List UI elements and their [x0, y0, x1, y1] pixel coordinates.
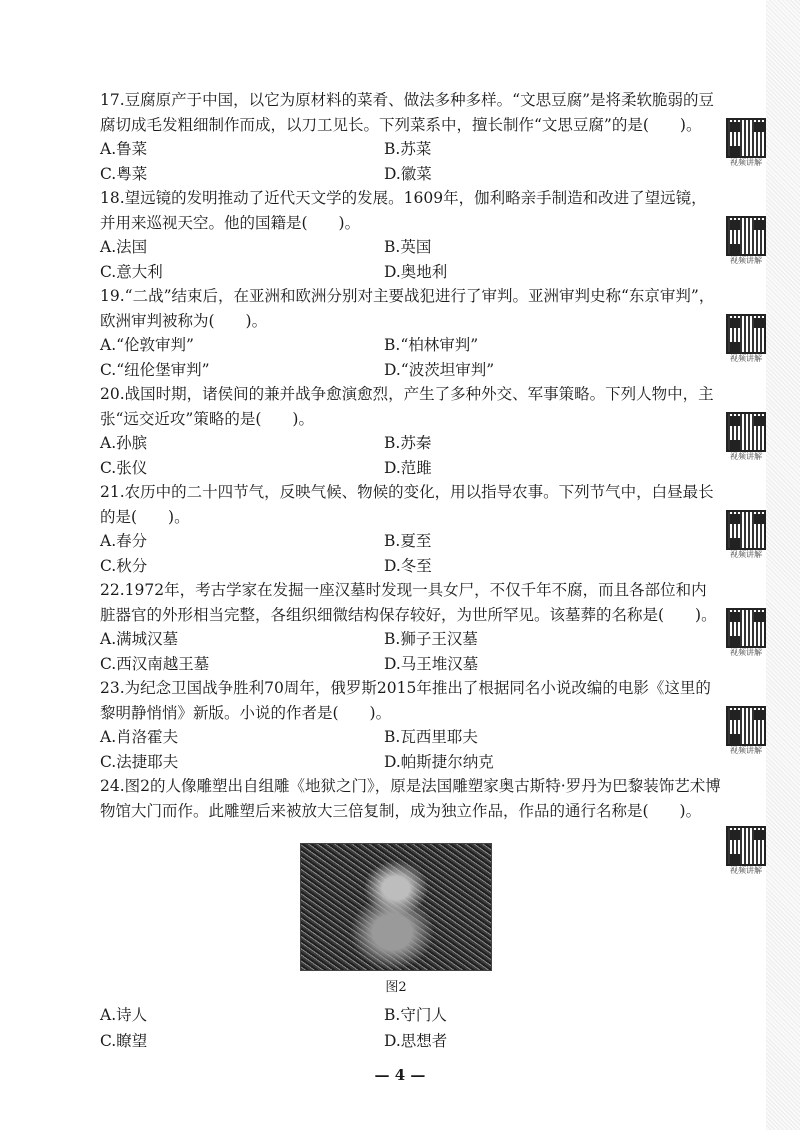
question-stem: 17.豆腐原产于中国，以它为原材料的菜肴、做法多种多样。“文思豆腐”是将柔软脆弱的豆腐切成毛发粗细制作而成，以刀工见长。下列菜系中，擅长制作“文思豆腐”的是( )。 — [100, 91, 715, 134]
option-d: D.帕斯捷尔纳克 — [384, 752, 494, 771]
option-a: A.诗人 — [100, 1006, 148, 1024]
question-stem: 20.战国时期，诸侯间的兼并战争愈演愈烈，产生了多种外交、军事策略。下列人物中，主张“远交近攻”策略的是( )。 — [100, 385, 714, 428]
qr-code-video[interactable] — [724, 118, 768, 168]
options — [100, 529, 722, 578]
options — [100, 431, 722, 480]
qr-code-icon — [726, 314, 766, 354]
option-c: C.粤菜 — [100, 164, 148, 183]
qr-code-icon — [726, 826, 766, 866]
question-stem: 18.望远镜的发明推动了近代天文学的发展。1609年，伽利略亲手制造和改进了望远镜，并用来巡视天空。他的国籍是( )。 — [100, 189, 707, 232]
option-a: A.法国 — [100, 238, 148, 256]
option-c: C.“纽伦堡审判” — [100, 360, 210, 379]
qr-caption: 视频讲解 — [730, 452, 762, 461]
qr-code-video[interactable] — [724, 510, 768, 560]
question-list — [100, 88, 762, 875]
qr-caption: 视频讲解 — [730, 256, 762, 265]
question-24-options — [100, 1002, 668, 1054]
question-stem: 21.农历中的二十四节气，反映气候、物候的变化，用以指导农事。下列节气中，白昼最长的是( )。 — [100, 483, 714, 526]
qr-code-icon — [726, 510, 766, 550]
qr-code-icon — [726, 216, 766, 256]
option-b: B.苏菜 — [384, 140, 432, 158]
qr-code-icon — [726, 118, 766, 158]
option-b: B.“柏林审判” — [384, 336, 479, 354]
question-20 — [100, 382, 762, 480]
option-c: C.意大利 — [100, 262, 163, 281]
figure-caption: 图2 — [385, 980, 407, 995]
option-d: D.马王堆汉墓 — [384, 654, 479, 673]
qr-caption: 视频讲解 — [730, 354, 762, 363]
option-b: B.夏至 — [384, 532, 432, 550]
page-number: — 4 — — [374, 1066, 426, 1084]
qr-code-icon — [726, 608, 766, 648]
option-b: B.守门人 — [384, 1006, 447, 1024]
option-b: B.狮子王汉墓 — [384, 630, 478, 648]
question-24 — [100, 774, 762, 875]
options — [100, 1002, 668, 1054]
question-22 — [100, 578, 762, 676]
qr-caption: 视频讲解 — [730, 648, 762, 657]
qr-caption: 视频讲解 — [730, 550, 762, 559]
question-17 — [100, 88, 762, 186]
qr-code-icon — [726, 706, 766, 746]
question-stem: 24.图2的人像雕塑出自组雕《地狱之门》，原是法国雕塑家奥古斯特·罗丹为巴黎装饰艺术博物馆大门而作。此雕塑后来被放大三倍复制，成为独立作品，作品的通行名称是( )。 — [100, 777, 721, 820]
question-stem: 22.1972年，考古学家在发掘一座汉墓时发现一具女尸，不仅千年不腐，而且各部位和内脏器官的外形相当完整，各组织细微结构保存较好，为世所罕见。该墓葬的名称是( )。 — [100, 581, 717, 624]
qr-code-icon — [726, 412, 766, 452]
options — [100, 137, 722, 186]
option-d: D.“波茨坦审判” — [384, 360, 495, 379]
option-d: D.冬至 — [384, 556, 432, 575]
option-b: B.瓦西里耶夫 — [384, 728, 478, 746]
qr-caption: 视频讲解 — [730, 158, 762, 167]
option-a: A.肖洛霍夫 — [100, 728, 179, 746]
options — [100, 235, 722, 284]
question-23 — [100, 676, 762, 774]
options — [100, 725, 722, 774]
qr-code-video[interactable] — [724, 216, 768, 266]
option-a: A.鲁菜 — [100, 140, 148, 158]
qr-code-video[interactable] — [724, 826, 768, 876]
option-a: A.孙膑 — [100, 434, 148, 452]
qr-code-video[interactable] — [724, 412, 768, 462]
qr-code-video[interactable] — [724, 608, 768, 658]
option-d: D.徽菜 — [384, 164, 432, 183]
qr-caption: 视频讲解 — [730, 746, 762, 755]
qr-code-video[interactable] — [724, 314, 768, 364]
options — [100, 333, 722, 382]
option-a: A.春分 — [100, 532, 148, 550]
question-stem: 19.“二战”结束后，在亚洲和欧洲分别对主要战犯进行了审判。亚洲审判史称“东京审判”，欧洲审判被称为( )。 — [100, 287, 715, 330]
option-b: B.苏秦 — [384, 434, 432, 452]
option-b: B.英国 — [384, 238, 432, 256]
question-21 — [100, 480, 762, 578]
option-c: C.瞭望 — [100, 1032, 148, 1050]
option-a: A.满城汉墓 — [100, 630, 179, 648]
sculpture-photo — [300, 843, 492, 971]
option-d: D.思想者 — [384, 1032, 448, 1050]
scan-edge-noise — [766, 0, 800, 1130]
option-c: C.张仪 — [100, 458, 148, 477]
option-d: D.范雎 — [384, 458, 432, 477]
question-stem: 23.为纪念卫国战争胜利70周年，俄罗斯2015年推出了根据同名小说改编的电影《这里的黎明静悄悄》新版。小说的作者是( )。 — [100, 679, 711, 722]
question-18 — [100, 186, 762, 284]
question-19 — [100, 284, 762, 382]
qr-code-video[interactable] — [724, 706, 768, 756]
option-c: C.秋分 — [100, 556, 148, 575]
option-a: A.“伦敦审判” — [100, 336, 194, 354]
option-d: D.奥地利 — [384, 262, 448, 281]
option-c: C.法捷耶夫 — [100, 752, 179, 771]
qr-caption: 视频讲解 — [730, 866, 762, 875]
option-c: C.西汉南越王墓 — [100, 654, 210, 673]
options — [100, 627, 722, 676]
